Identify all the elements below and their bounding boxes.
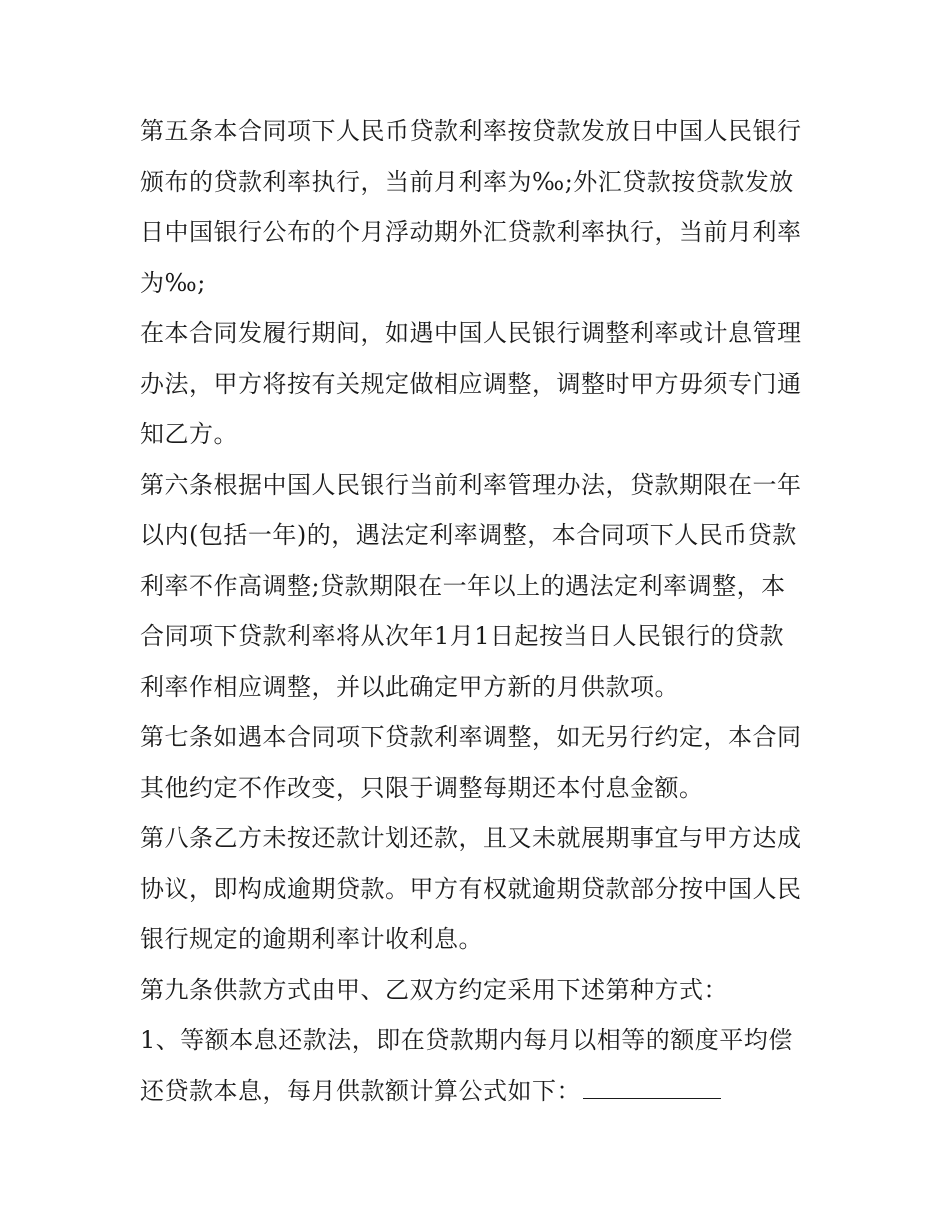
text-line: 为‰; — [140, 268, 206, 297]
text-line: 利率作相应调整，并以此确定甲方新的月供款项。 — [140, 672, 679, 701]
text-line: 其他约定不作改变，只限于调整每期还本付息金额。 — [140, 773, 704, 802]
text-line: 第六条根据中国人民银行当前利率管理办法，贷款期限在一年 — [140, 470, 802, 499]
fill-in-blank-line — [583, 1068, 721, 1099]
text-line: 日中国银行公布的个月浮动期外汇贷款利率执行，当前月利率 — [140, 218, 802, 246]
text-line: 第五条本合同项下人民币贷款利率按贷款发放日中国人民银行 — [140, 117, 802, 145]
paragraph-article-9 — [140, 965, 820, 1016]
text-line: 银行规定的逾期利率计收利息。 — [140, 925, 483, 953]
paragraph-article-7 — [140, 712, 820, 813]
text-line: 知乙方。 — [140, 420, 238, 448]
document-body — [140, 106, 820, 1116]
text-line: 第九条供款方式由甲、乙双方约定采用下述第种方式： — [140, 975, 728, 1004]
text-line: 第八条乙方未按还款计划还款，且又未就展期事宜与甲方达成 — [140, 824, 802, 852]
text-line: 办法，甲方将按有关规定做相应调整，调整时甲方毋须专门通 — [140, 369, 802, 398]
text-line: 协议，即构成逾期贷款。甲方有权就逾期贷款部分按中国人民 — [140, 874, 802, 903]
text-line: 以内(包括一年)的，遇法定利率调整，本合同项下人民币贷款 — [140, 521, 797, 549]
paragraph-article-8 — [140, 813, 820, 965]
text-line: 合同项下贷款利率将从次年1月1日起按当日人民银行的贷款 — [140, 622, 785, 650]
text-line: 1、等额本息还款法，即在贷款期内每月以相等的额度平均偿 — [140, 1026, 793, 1054]
paragraph-rate-adjustment — [140, 308, 820, 460]
paragraph-article-5 — [140, 106, 820, 308]
paragraph-method-1 — [140, 1015, 820, 1116]
text-line: 颁布的贷款利率执行，当前月利率为‰;外汇贷款按贷款发放 — [140, 167, 794, 196]
text-segment: 还贷款本息，每月供款额计算公式如下： — [140, 1076, 581, 1105]
paragraph-article-6 — [140, 460, 820, 713]
text-line-with-blank — [140, 1066, 820, 1117]
text-line: 在本合同发履行期间，如遇中国人民银行调整利率或计息管理 — [140, 319, 802, 347]
text-line: 利率不作高调整;贷款期限在一年以上的遇法定利率调整，本 — [140, 571, 786, 600]
text-line: 第七条如遇本合同项下贷款利率调整，如无另行约定，本合同 — [140, 723, 802, 751]
